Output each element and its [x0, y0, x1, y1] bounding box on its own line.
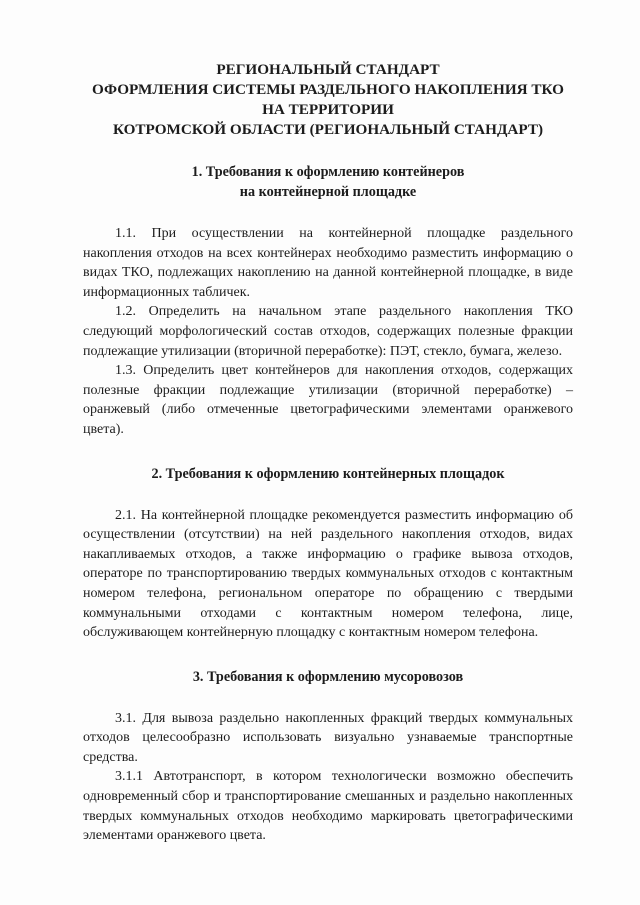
document-content [83, 60, 573, 846]
section-heading: 3. Требования к оформлению мусоровозов [192, 668, 464, 685]
paragraph: 1.2. Определить на начальном этапе раздельного накопления ТКО следующий морфологический состав отходов, содержащих полезные фракции подлежащие утилизации (вторичной переработке): ПЭТ, стекло, бумага, железо. [83, 304, 573, 359]
document-title [83, 60, 573, 140]
section-heading: 2. Требования к оформлению контейнерных площадок [151, 465, 505, 482]
title-line: КОТРОМСКОЙ ОБЛАСТИ (РЕГИОНАЛЬНЫЙ СТАНДАРТ) [112, 121, 544, 138]
section-heading: на контейнерной площадке [239, 184, 417, 200]
title-line: НА ТЕРРИТОРИИ [262, 101, 394, 118]
paragraph: 2.1. На контейнерной площадке рекомендуется разместить информацию об осуществлении (отсутствии) на ней раздельного накопления отходов, видах накапливаемых отходов, а также информацию о графике вывоза отходов, операторе по транспортированию твердых коммунальных отходов с контактным номером телефона, региональном операторе по обращению с твердыми коммунальными отходами с контактным номером телефона, лице, обслуживающем контейнерную площадку с контактным номером телефона. [83, 507, 573, 641]
paragraph: 1.3. Определить цвет контейнеров для накопления отходов, содержащих полезные фракции подлежащие утилизации (вторичной переработке) – оранжевый (либо отмеченные цветографическими элементами оранжевого цвета). [83, 363, 573, 437]
paragraph: 3.1. Для вывоза раздельно накопленных фракций твердых коммунальных отходов целесообразно использовать визуально узнаваемые транспортные средства. [83, 710, 573, 765]
section-heading: 1. Требования к оформлению контейнеров [191, 164, 465, 180]
paragraph: 1.1. При осуществлении на контейнерной площадке раздельного накопления отходов на всех контейнерах необходимо разместить информацию о видах ТКО, подлежащих накоплению на данной контейнерной площадке, в виде информационных табличек. [83, 226, 573, 300]
section-2 [83, 464, 573, 643]
title-line: РЕГИОНАЛЬНЫЙ СТАНДАРТ [216, 61, 440, 78]
section-1 [83, 162, 573, 440]
title-line: ОФОРМЛЕНИЯ СИСТЕМЫ РАЗДЕЛЬНОГО НАКОПЛЕНИЯ ТКО [92, 81, 564, 98]
section-3 [83, 667, 573, 846]
paragraph: 3.1.1 Автотранспорт, в котором технологически возможно обеспечить одновременный сбор и транспортирование смешанных и раздельно накопленных твердых коммунальных отходов необходимо маркировать цветографическими элементами оранжевого цвета. [83, 769, 573, 844]
